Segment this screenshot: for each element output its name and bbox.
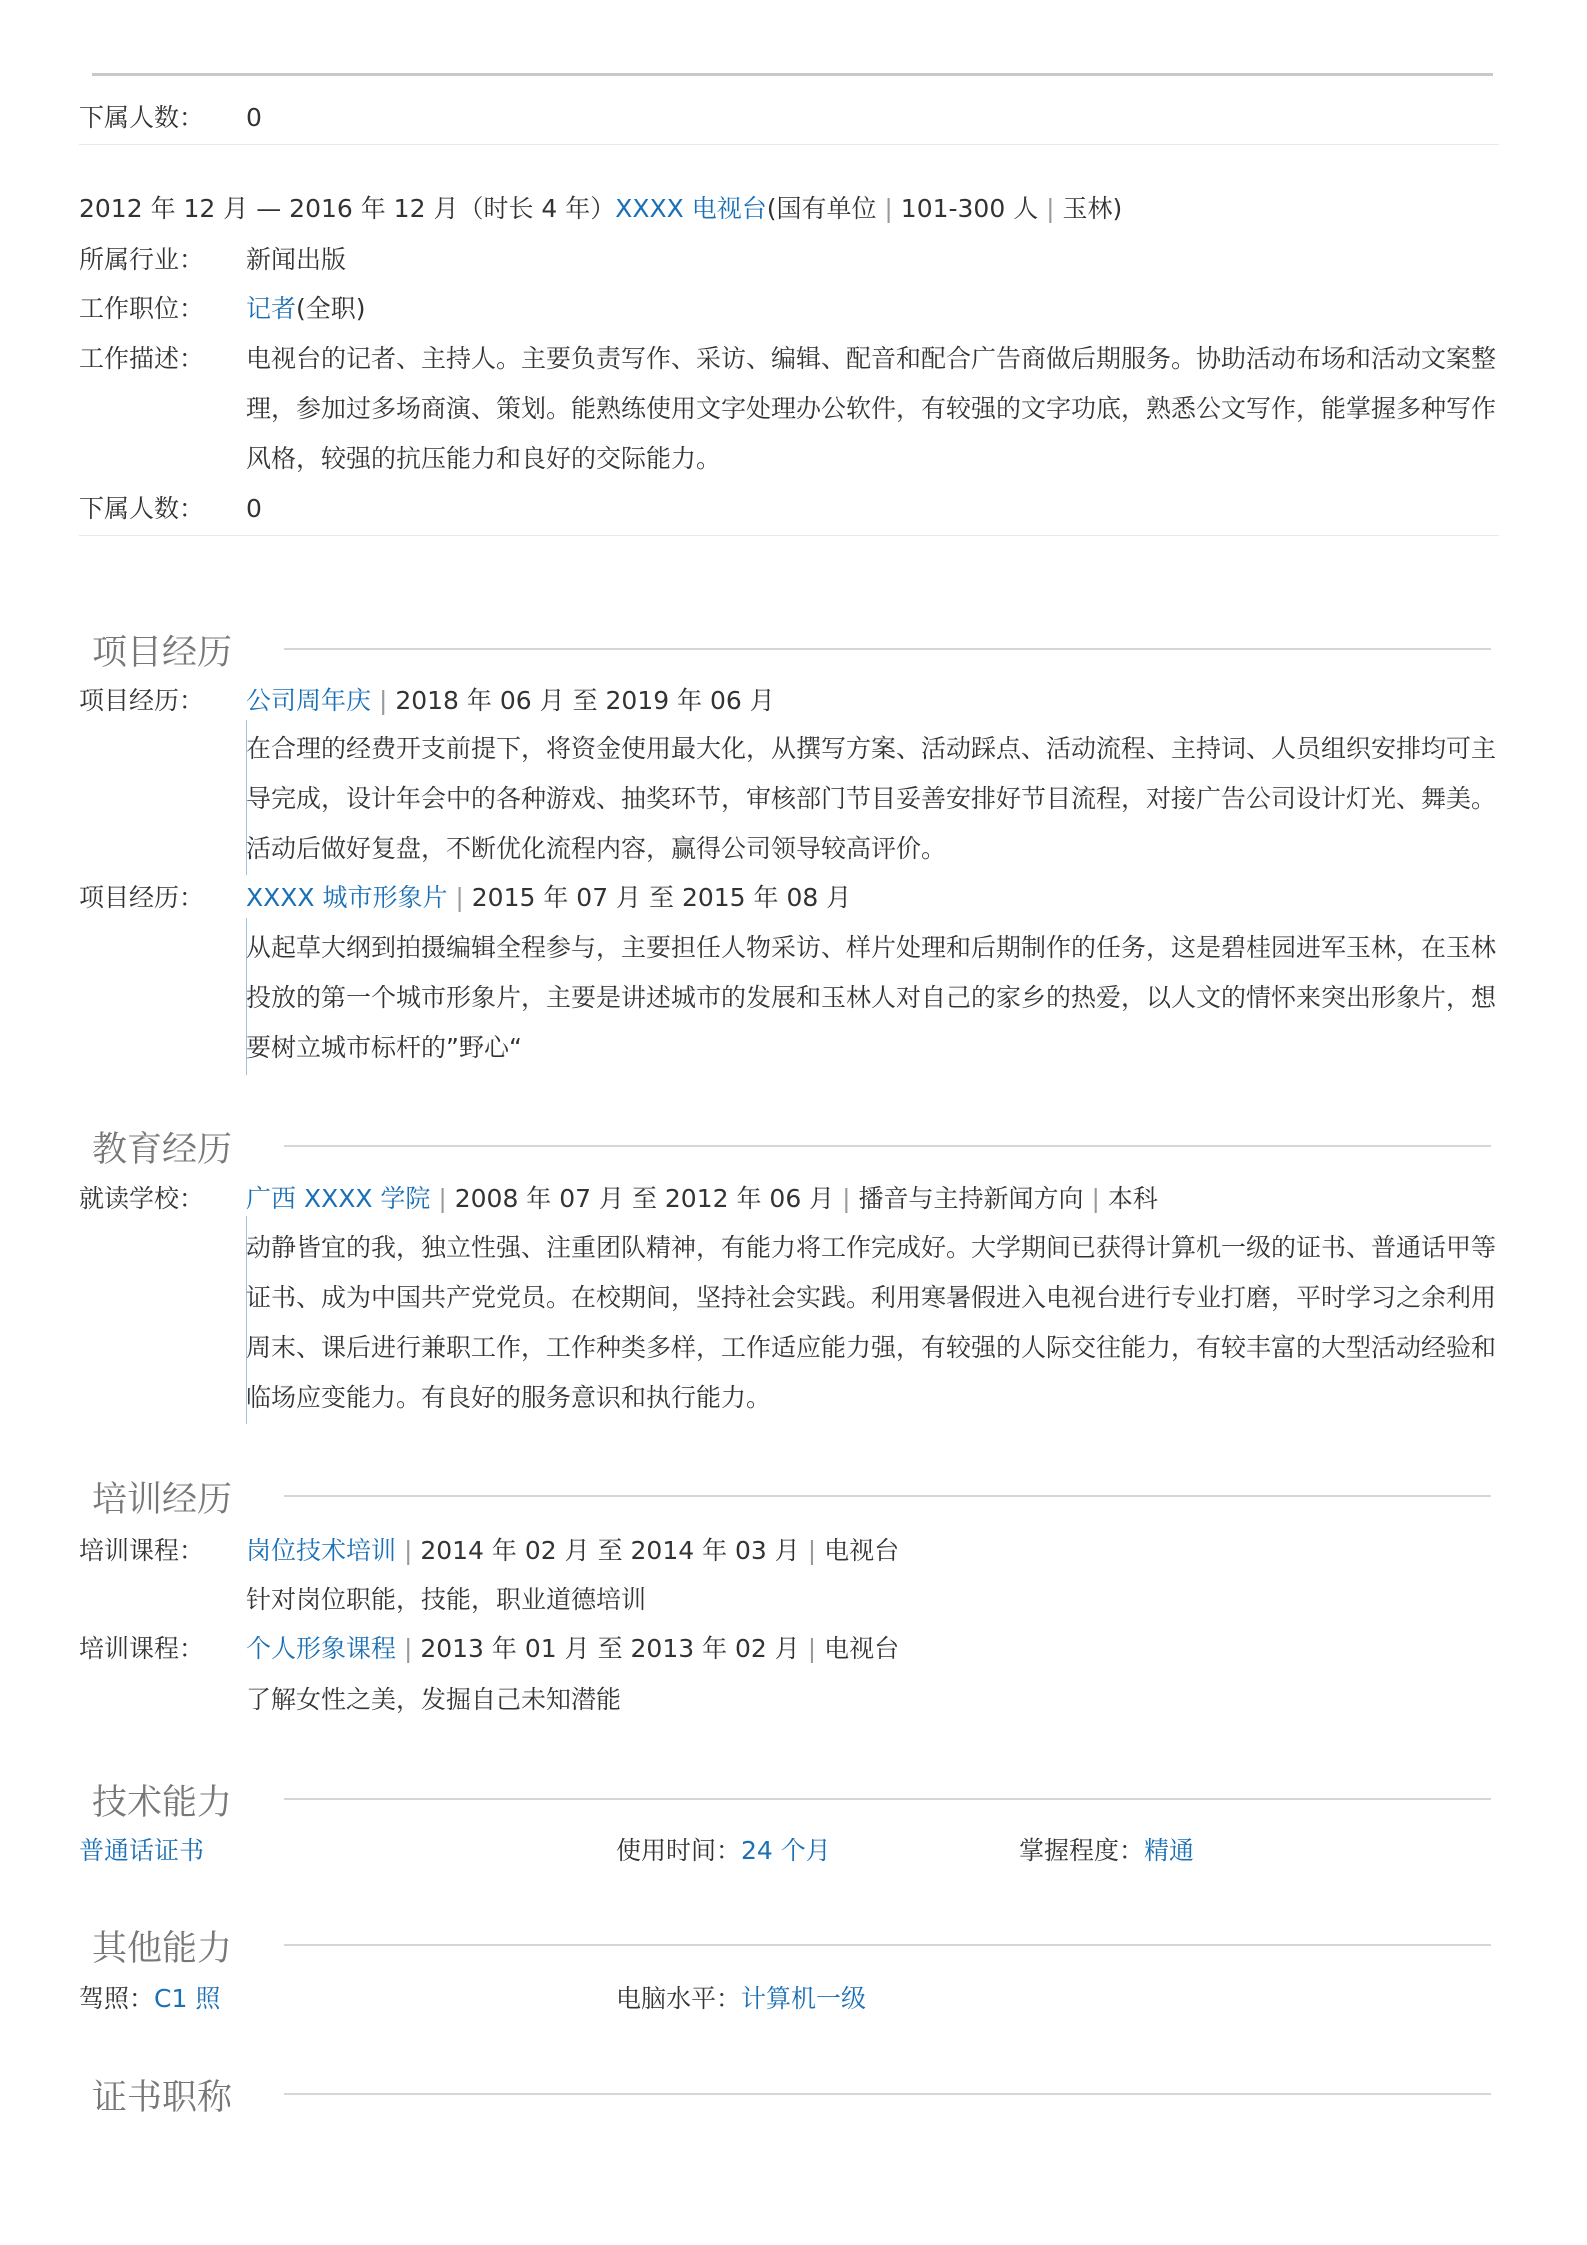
school-label: 就读学校： xyxy=(79,1184,205,1213)
training-period: 2014 年 02 月 至 2014 年 03 月 xyxy=(420,1536,800,1565)
separator: | xyxy=(447,883,472,912)
section-title-other: 其他能力 xyxy=(92,1929,233,1969)
project-header xyxy=(246,883,851,913)
project-label: 项目经历： xyxy=(79,686,205,715)
training-label: 培训课程： xyxy=(79,1536,205,1565)
separator: | xyxy=(834,1184,859,1213)
subordinates-label: 下属人数： xyxy=(79,494,205,523)
computer-level xyxy=(616,1984,866,2014)
subordinates-value: 0 xyxy=(246,494,262,523)
section-title-skills: 技术能力 xyxy=(92,1783,233,1823)
training-name-link[interactable]: 个人形象课程 xyxy=(246,1634,397,1663)
project-name-link[interactable]: 公司周年庆 xyxy=(246,686,372,715)
industry-value: 新闻出版 xyxy=(246,245,347,274)
skill-time-value: 24 个月 xyxy=(741,1836,831,1865)
license-value: C1 照 xyxy=(154,1984,221,2013)
position-value xyxy=(246,294,366,324)
computer-value: 计算机一级 xyxy=(741,1984,867,2013)
training-org: 电视台 xyxy=(824,1536,900,1565)
skill-time xyxy=(616,1836,831,1866)
training-period: 2013 年 01 月 至 2013 年 02 月 xyxy=(420,1634,800,1663)
section-divider xyxy=(284,1495,1491,1497)
section-title-projects: 项目经历 xyxy=(92,633,233,673)
degree: 本科 xyxy=(1107,1184,1158,1213)
training-header xyxy=(246,1634,899,1664)
separator: | xyxy=(396,1536,421,1565)
skill-level xyxy=(1019,1836,1194,1866)
subordinates-label: 下属人数： xyxy=(79,103,205,132)
separator: | xyxy=(430,1184,455,1213)
training-description: 了解女性之美，发掘自己未知潜能 xyxy=(246,1685,622,1714)
project-description: 在合理的经费开支前提下，将资金使用最大化，从撰写方案、活动踩点、活动流程、主持词、人员组织安排均可主导完成，设计年会中的各种游戏、抽奖环节，审核部门节目妥善安排好节目流程，对接广告公司设计灯光、舞美。活动后做好复盘，不断优化流程内容，赢得公司领导较高评价。 xyxy=(246,734,1497,863)
separator: | xyxy=(371,686,396,715)
section-divider xyxy=(284,1145,1491,1147)
section-divider xyxy=(284,2093,1491,2095)
job-period: 2012 年 12 月 — 2016 年 12 月（时长 4 年） xyxy=(79,194,616,223)
training-description: 针对岗位职能，技能，职业道德培训 xyxy=(246,1585,647,1614)
project-period: 2018 年 06 月 至 2019 年 06 月 xyxy=(395,686,775,715)
divider xyxy=(79,144,1499,145)
school-link[interactable]: 广西 XXXX 学院 xyxy=(246,1184,431,1213)
skill-level-value: 精通 xyxy=(1144,1836,1195,1865)
skill-level-label: 掌握程度： xyxy=(1019,1836,1145,1865)
section-divider xyxy=(284,648,1491,650)
industry-label: 所属行业： xyxy=(79,245,205,274)
project-description: 从起草大纲到拍摄编辑全程参与，主要担任人物采访、样片处理和后期制作的任务，这是碧桂园进军玉林，在玉林投放的第一个城市形象片，主要是讲述城市的发展和玉林人对自己的家乡的热爱，以人文的情怀来突出形象片，想要树立城市标杆的”野心“ xyxy=(246,933,1497,1062)
education-period: 2008 年 07 月 至 2012 年 06 月 xyxy=(454,1184,835,1213)
top-divider xyxy=(92,73,1493,76)
separator: | xyxy=(799,1634,825,1663)
job-header xyxy=(79,194,1122,224)
company-link[interactable]: XXXX 电视台 xyxy=(615,194,767,223)
training-label: 培训课程： xyxy=(79,1634,205,1663)
separator: | xyxy=(1083,1184,1108,1213)
project-label: 项目经历： xyxy=(79,883,205,912)
training-header xyxy=(246,1536,899,1566)
training-name-link[interactable]: 岗位技术培训 xyxy=(246,1536,397,1565)
license xyxy=(79,1984,220,2014)
divider xyxy=(79,535,1499,536)
company-size: 101-300 人 xyxy=(892,194,1047,223)
project-period: 2015 年 07 月 至 2015 年 08 月 xyxy=(471,883,852,912)
major: 播音与主持新闻方向 xyxy=(858,1184,1084,1213)
company-type: (国有单位 xyxy=(766,194,885,223)
position-type: (全职) xyxy=(296,294,366,323)
section-title-training: 培训经历 xyxy=(92,1480,233,1520)
separator: | xyxy=(799,1536,825,1565)
company-city: 玉林) xyxy=(1054,194,1123,223)
section-title-education: 教育经历 xyxy=(92,1130,233,1170)
job-description: 电视台的记者、主持人。主要负责写作、采访、编辑、配音和配合广告商做后期服务。协助活动布场和活动文案整理，参加过多场商演、策划。能熟练使用文字处理办公软件，有较强的文字功底，熟悉公文写作，能掌握多种写作风格，较强的抗压能力和良好的交际能力。 xyxy=(246,344,1497,473)
training-org: 电视台 xyxy=(824,1634,900,1663)
position-link[interactable]: 记者 xyxy=(246,294,297,323)
education-description: 动静皆宜的我，独立性强、注重团队精神，有能力将工作完成好。大学期间已获得计算机一级的证书、普通话甲等证书、成为中国共产党党员。在校期间，坚持社会实践。利用寒暑假进入电视台进行专业打磨，平时学习之余利用周末、课后进行兼职工作，工作种类多样，工作适应能力强，有较强的人际交往能力，有较丰富的大型活动经验和临场应变能力。有良好的服务意识和执行能力。 xyxy=(246,1233,1497,1412)
license-label: 驾照： xyxy=(79,1984,155,2013)
separator: | xyxy=(1046,194,1055,223)
section-title-certificates: 证书职称 xyxy=(92,2078,233,2118)
project-name-link[interactable]: XXXX 城市形象片 xyxy=(246,883,448,912)
desc-label: 工作描述： xyxy=(79,344,205,373)
position-label: 工作职位： xyxy=(79,294,205,323)
section-divider xyxy=(284,1798,1491,1800)
skill-name-link[interactable]: 普通话证书 xyxy=(79,1836,205,1865)
section-divider xyxy=(284,1944,1491,1946)
separator: | xyxy=(884,194,893,223)
project-header xyxy=(246,686,775,716)
subordinates-value: 0 xyxy=(246,103,262,132)
education-header xyxy=(246,1184,1158,1214)
separator: | xyxy=(396,1634,421,1663)
skill-time-label: 使用时间： xyxy=(616,1836,742,1865)
computer-label: 电脑水平： xyxy=(616,1984,742,2013)
